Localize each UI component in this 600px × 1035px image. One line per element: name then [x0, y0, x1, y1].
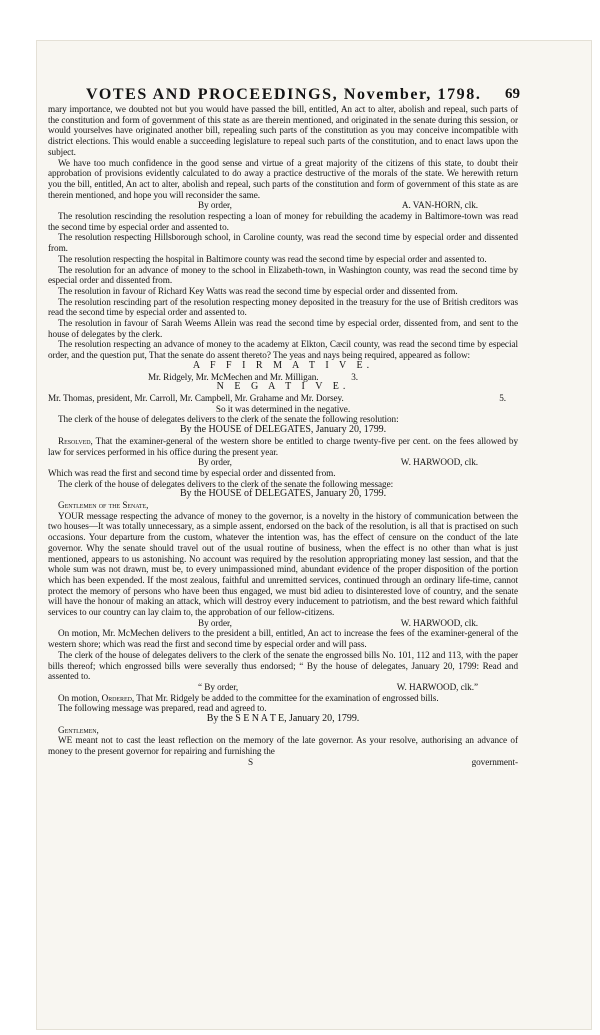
- signature-clerk: W. HARWOOD, clk.: [400, 617, 478, 628]
- paragraph: The resolution respecting the hospital in Baltimore county was read the second time by especial order and assented to.: [58, 253, 487, 264]
- paragraph: We have too much confidence in the good sense and virtue of a great majority of the citizens of this state, to doubt their approbation of provisions evidently calculated to do away a practice destructive of the morals of the state. We herewith return you the bill, entitled, An act to alter, abolish and repeal, such parts of the constitution and form of government of this state as are therein mentioned, and hope you will reconsider the same.: [48, 157, 518, 200]
- signature-by-order: “ By order,: [198, 681, 239, 692]
- paragraph: The following message was prepared, read and agreed to.: [58, 703, 267, 714]
- paragraph: The resolution in favour of Richard Key Watts was read the second time by especial order and dissented from.: [58, 285, 458, 296]
- signature-line: [48, 682, 518, 693]
- paragraph: The resolution rescinding the resolution respecting a loan of money for rebuilding the academy in Baltimore-town was read the second time by especial order and assented to.: [48, 211, 518, 232]
- negative-heading: N E G A T I V E.: [216, 381, 350, 393]
- paragraph: The resolution in favour of Sarah Weems Allein was read the second time by especial order, dissented from, and sent to the house of delegates by the clerk.: [48, 318, 518, 339]
- message-text: WE meant not to cast the least reflection on the memory of the late governor. As your resolve, authorising an advance of money to the present governor for repairing and furnishing the: [48, 735, 518, 757]
- paragraph: The resolution rescinding part of the resolution respecting money deposited in the treasury for the use of British creditors was read the second time by especial order and assented to.: [48, 296, 518, 318]
- motion-text: That Mr. Ridgely be added to the committee for the examination of engrossed bills.: [136, 692, 439, 703]
- paragraph: The resolution for an advance of money to the school in Elizabeth-town, in Washington county, was read the second time by especial order and dissented from.: [48, 264, 518, 286]
- paragraph: The clerk of the house of delegates delivers to the clerk of the senate the following message:: [58, 478, 394, 489]
- signature-line: [48, 618, 518, 629]
- motion-lead: On motion,: [58, 692, 100, 703]
- dateline: By the HOUSE of DELEGATES, January 20, 1799.: [179, 424, 387, 436]
- negative-count: 5.: [499, 392, 506, 403]
- paragraph: The clerk of the house of delegates delivers to the clerk of the senate the engrossed bills No. 101, 112 and 113, with the paper bills thereof; which engrossed bills were severally thus endorsed; “ By the house of delegates, January 20, 1799: Read and assented to.: [48, 649, 518, 682]
- signature-clerk: W. HARWOOD, clk.”: [396, 681, 478, 692]
- determination: So it was determined in the negative.: [215, 403, 351, 414]
- motion-paragraph: [48, 693, 518, 704]
- paragraph: On motion, Mr. McMechen delivers to the president a bill, entitled, An act to increase the fees of the examiner-general of the western shore; which was read the first and second time by especial order and will pass.: [48, 628, 518, 650]
- paragraph: Which was read the first and second time by especial order and dissented from.: [48, 467, 336, 478]
- signature-line: [48, 457, 518, 468]
- salutation: Gentlemen,: [58, 724, 99, 735]
- negative-names: Mr. Thomas, president, Mr. Carroll, Mr. Campbell, Mr. Grahame and Mr. Dorsey.: [48, 392, 344, 403]
- paragraph: The resolution respecting an advance of money to the academy at Elkton, Cæcil county, was read the second time by especial order, and the question put, That the senate do assent thereto? The yeas and nays being required, appeared as follow:: [48, 339, 518, 361]
- salutation: Gentlemen of the Senate,: [58, 500, 149, 511]
- running-head: VOTES AND PROCEEDINGS, November, 1798.: [86, 86, 482, 103]
- signature-by-order: By order,: [198, 457, 232, 468]
- resolution: [48, 436, 518, 457]
- signature-clerk: W. HARWOOD, clk.: [400, 457, 478, 468]
- dateline: By the HOUSE of DELEGATES, January 20, 1799.: [179, 488, 387, 500]
- page-body: [48, 104, 518, 768]
- page-footer: [48, 757, 518, 768]
- affirmative-heading: A F F I R M A T I V E.: [192, 359, 374, 371]
- paragraph: mary importance, we doubted not but you would have passed the bill, entitled, An act to alter, abolish and repeal, such parts of the constitution and form of government of this state as are therein mentioned, and originated in the senate during this session, or would yourselves have originated another bill, repealing such parts of the constitution as you may conceive incompatible with district elections. This would enable a succeeding legislature to repeal such parts of the constitution, and to enact laws upon the subject.: [48, 104, 518, 157]
- page-number: 69: [505, 86, 520, 102]
- resolution-text: That the examiner-general of the western shore be entitled to charge twenty-five per cent. on the fees allowed by law for services performed in his office during the present year.: [48, 435, 519, 457]
- resolved-lead: Resolved,: [58, 435, 93, 446]
- dateline: By the S E N A T E, January 20, 1799.: [206, 713, 360, 725]
- affirmative-count: 3.: [351, 371, 358, 382]
- message-text: YOUR message respecting the advance of money to the governor, is a novelty in the history of communication between the two houses—It was totally unnecessary, as a simple assent, endorsed on the back of the resolution, is all that is practised on such occasions. Your departure from the custom, whatever the intention was, has the effect of censure on the conduct of the late governor. Why the senate should travel out of the usual routine of business, when the effect is no other than what is just mentioned, appears to us astonishing. No account was required by the resolution appropriating money last session, and that the whole sum was not drawn, must be, to every unimpassioned mind, abundant evidence of the proper disposition of the portion which has been expended. If the most zealous, faithful and unremitted services, continued through an ordinary life-time, cannot protect the memory of persons who have been thus engaged, we must bid adieu to disinterested love of country, and the senate will have the honour of making an attack, which will destroy every inducement to patriotism, and the best reward which faithful services to our country can lay claim to, the approbation of our fellow-citizens.: [48, 510, 518, 618]
- signature-mark: S: [248, 756, 254, 767]
- paragraph: The resolution respecting Hillsborough school, in Caroline county, was read the second time by especial order and dissented from.: [48, 232, 518, 254]
- signature-by-order: By order,: [198, 617, 232, 628]
- catchword: government-: [471, 756, 518, 767]
- negative-vote: [48, 393, 518, 404]
- signature-line: [48, 200, 518, 211]
- signature-clerk: A. VAN-HORN, clk.: [401, 200, 478, 211]
- affirmative-names: Mr. Ridgely, Mr. McMechen and Mr. Milligan.: [148, 371, 319, 382]
- signature-by-order: By order,: [198, 200, 232, 211]
- paragraph: The clerk of the house of delegates delivers to the clerk of the senate the following resolution:: [58, 414, 399, 425]
- ordered-lead: Ordered,: [101, 692, 135, 703]
